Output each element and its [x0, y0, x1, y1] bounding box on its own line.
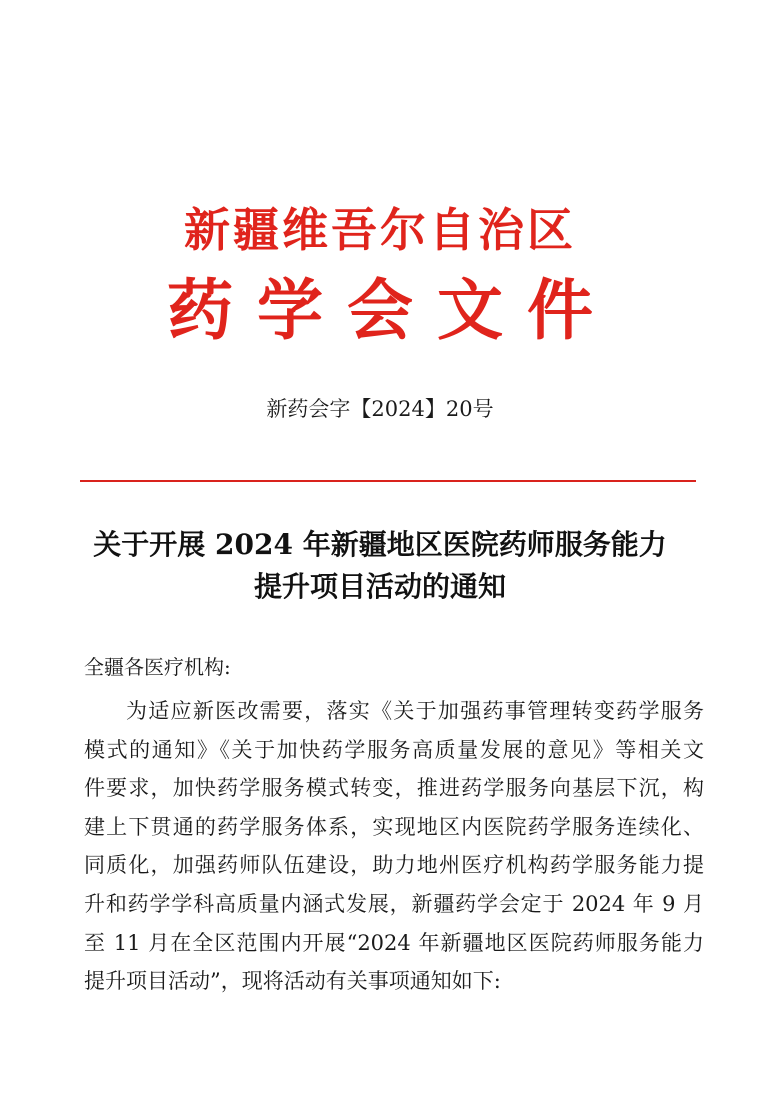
body-line: 建上下贯通的药学服务体系，实现地区内医院药学服务连续化、: [84, 814, 704, 839]
body-line: 为适应新医改需要，落实《关于加强药事管理转变药学服务: [126, 699, 704, 723]
document-title: [60, 524, 700, 608]
body-paragraph: [84, 692, 704, 1001]
body-line: 提升项目活动”，现将活动有关事项通知如下:: [84, 969, 501, 994]
document-number: 新药会字【2024】20号: [266, 397, 494, 421]
document-title-line2: 提升项目活动的通知: [253, 570, 506, 603]
body-line: 模式的通知》《关于加快药学服务高质量发展的意见》等相关文: [84, 737, 704, 762]
issuer-name-line1: 新疆维吾尔自治区: [184, 203, 576, 257]
red-divider-line: [80, 480, 696, 482]
issuer-name-line2: 药学会文件: [167, 271, 617, 349]
body-line: 至 11 月在全区范围内开展“2024 年新疆地区医院药师服务能力: [84, 930, 704, 955]
body-line: 同质化，加强药师队伍建设，助力地州医疗机构药学服务能力提: [84, 853, 704, 878]
document-title-line1: 关于开展 2024 年新疆地区医院药师服务能力: [93, 528, 667, 561]
body-line: 升和药学学科高质量内涵式发展，新疆药学会定于 2024 年 9 月: [84, 891, 704, 916]
body-line: 件要求，加快药学服务模式转变，推进药学服务向基层下沉，构: [84, 776, 704, 801]
salutation: 全疆各医疗机构:: [84, 655, 231, 679]
